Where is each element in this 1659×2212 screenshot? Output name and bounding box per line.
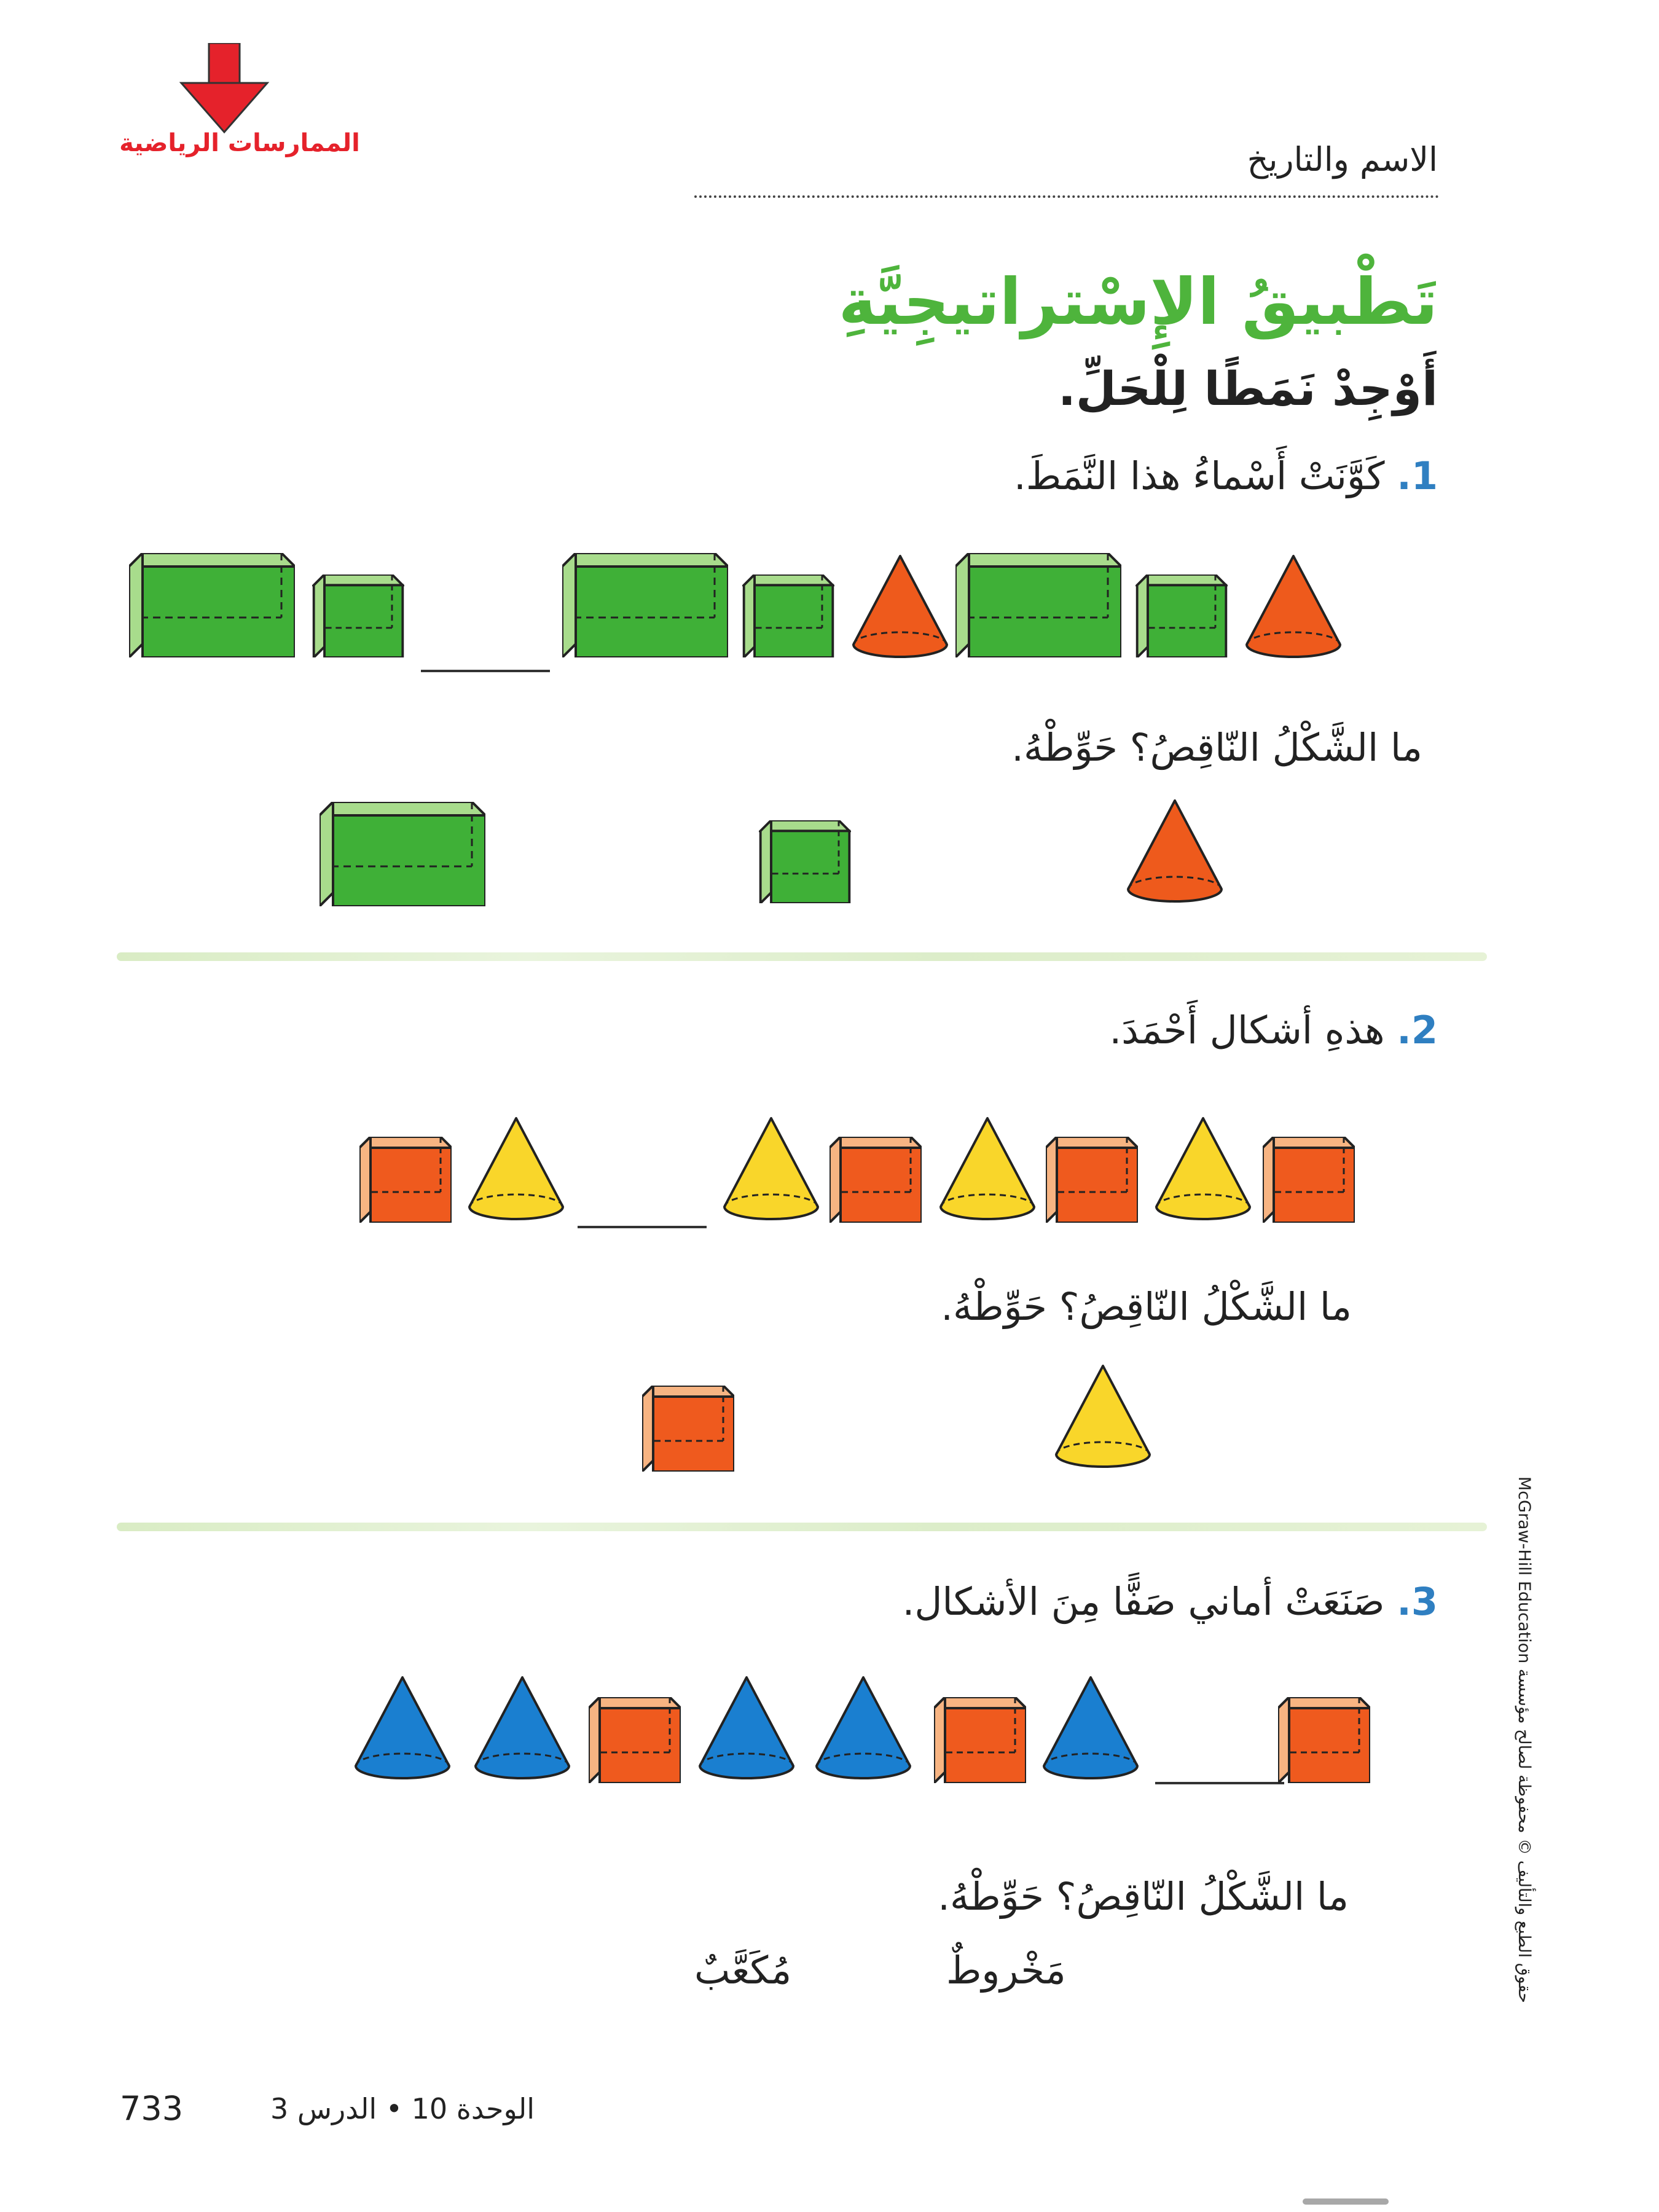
answer-blank[interactable] bbox=[421, 670, 550, 672]
question-number: 1. bbox=[1397, 453, 1438, 498]
cube-shape bbox=[934, 1697, 1026, 1783]
section-divider bbox=[117, 952, 1487, 961]
choice-cone-word[interactable]: مَخْروطٌ bbox=[946, 1948, 1066, 1993]
footer-unit-lesson: الوحدة 10 • الدرس 3 bbox=[270, 2092, 535, 2125]
question-3 bbox=[903, 1579, 1438, 1624]
cone-shape bbox=[814, 1674, 912, 1780]
cube-shape bbox=[589, 1697, 681, 1783]
cone-shape bbox=[1154, 1115, 1252, 1221]
answer-blank[interactable] bbox=[578, 1226, 707, 1228]
cone-shape bbox=[851, 553, 949, 659]
copyright-text: حقوق الطبع والتأليف © محفوظة لصالح مؤسسة McGraw-Hill Education bbox=[1515, 1476, 1534, 2003]
question-3-ask: ما الشَّكْلُ النّاقِصُ؟ حَوِّطْهُ. bbox=[938, 1874, 1349, 1919]
cube-shape bbox=[312, 575, 404, 657]
math-practices-note: الممارسات الرياضية bbox=[119, 129, 360, 157]
choice-cone[interactable] bbox=[1054, 1363, 1152, 1469]
name-date-label: الاسم والتاريخ bbox=[1247, 140, 1438, 179]
rectangular-prism-shape bbox=[129, 553, 295, 657]
cone-shape bbox=[353, 1674, 452, 1780]
cube-shape bbox=[1278, 1697, 1370, 1783]
choice-rectangular-prism[interactable] bbox=[320, 802, 485, 906]
choice-cube[interactable] bbox=[642, 1386, 734, 1472]
section-divider bbox=[117, 1523, 1487, 1531]
question-text: هذهِ أشكال أَحْمَدَ. bbox=[1109, 1008, 1385, 1053]
cone-shape bbox=[1041, 1674, 1140, 1780]
choice-cube[interactable] bbox=[759, 820, 851, 903]
question-1 bbox=[1014, 453, 1438, 498]
question-1-ask: ما الشَّكْلُ النّاقِصُ؟ حَوِّطْهُ. bbox=[1011, 725, 1422, 770]
cube-shape bbox=[830, 1137, 922, 1223]
name-date-line bbox=[694, 195, 1439, 198]
choice-cube-word[interactable]: مُكَعَّبٌ bbox=[694, 1948, 792, 1993]
cube-shape bbox=[1135, 575, 1228, 657]
cone-shape bbox=[473, 1674, 571, 1780]
question-number: 2. bbox=[1397, 1008, 1438, 1053]
page-number: 733 bbox=[120, 2089, 184, 2128]
question-number: 3. bbox=[1397, 1579, 1438, 1624]
cube-shape bbox=[359, 1137, 452, 1223]
question-text: صَنَعَتْ أماني صَفًّا مِنَ الأشكال. bbox=[902, 1579, 1385, 1624]
question-text: كَوَّنَتْ أَسْماءُ هذا النَّمَطَ. bbox=[1014, 453, 1385, 498]
answer-blank[interactable] bbox=[1155, 1782, 1284, 1784]
rectangular-prism-shape bbox=[562, 553, 728, 657]
cube-shape bbox=[742, 575, 834, 657]
question-2 bbox=[1109, 1008, 1438, 1053]
choice-cone[interactable] bbox=[1126, 798, 1224, 903]
cone-shape bbox=[938, 1115, 1037, 1221]
cube-shape bbox=[1046, 1137, 1138, 1223]
rectangular-prism-shape bbox=[955, 553, 1121, 657]
copyright-side-text bbox=[1475, 1476, 1555, 2003]
cone-shape bbox=[1244, 553, 1343, 659]
question-2-ask: ما الشَّكْلُ النّاقِصُ؟ حَوِّطْهُ. bbox=[941, 1284, 1352, 1329]
cube-shape bbox=[1263, 1137, 1355, 1223]
page-subtitle: أَوْجِدْ نَمَطًا لِلْحَلِّ. bbox=[1058, 361, 1438, 416]
home-indicator[interactable] bbox=[1303, 2198, 1389, 2205]
down-arrow-icon bbox=[178, 43, 270, 135]
cone-shape bbox=[722, 1115, 820, 1221]
page-title: تَطْبيقُ الإِسْتراتيجِيَّةِ bbox=[838, 264, 1438, 339]
cone-shape bbox=[697, 1674, 796, 1780]
cone-shape bbox=[467, 1115, 565, 1221]
